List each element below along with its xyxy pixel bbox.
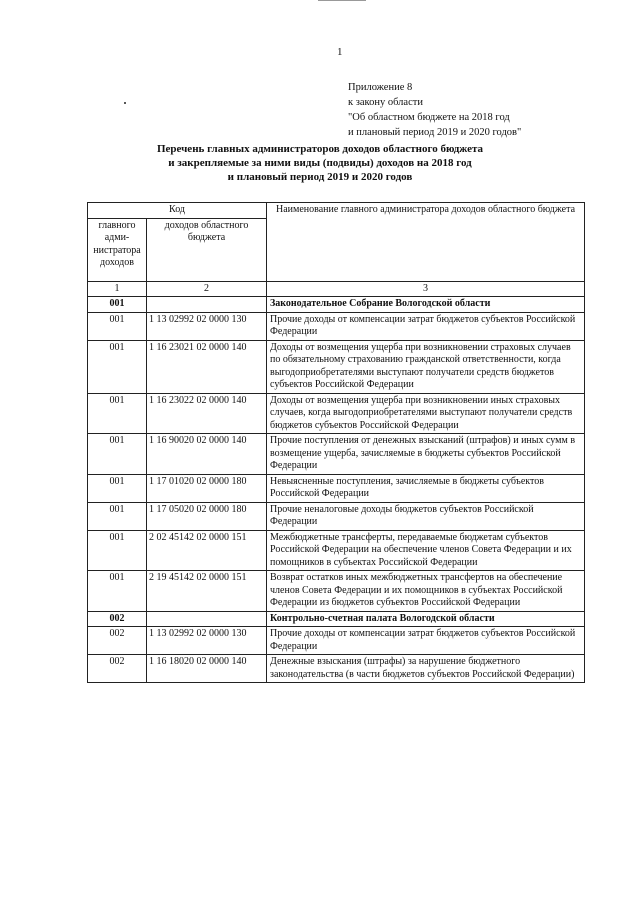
admin-code-cell: 002 <box>88 611 147 627</box>
admin-code-cell: 001 <box>88 474 147 502</box>
column-number-row <box>88 281 585 297</box>
table-row <box>88 393 585 434</box>
admin-code-cell: 001 <box>88 393 147 434</box>
document-title <box>100 142 540 184</box>
admin-code-cell: 001 <box>88 312 147 340</box>
header-name: Наименование главного администратора доходов областного бюджета <box>267 203 585 282</box>
table-row <box>88 502 585 530</box>
section-row <box>88 297 585 313</box>
table-row <box>88 627 585 655</box>
admin-code-cell: 002 <box>88 655 147 683</box>
revenue-name-cell: Денежные взыскания (штрафы) за нарушение бюджетного законодательства (в части бюджетов субъектов Российской Федерации) <box>267 655 585 683</box>
admin-code-cell: 001 <box>88 297 147 313</box>
revenue-name-cell: Прочие поступления от денежных взысканий (штрафов) и иных сумм в возмещение ущерба, зачисляемые в бюджеты субъектов Российской Федерации <box>267 434 585 475</box>
revenue-code-cell: 1 16 23022 02 0000 140 <box>147 393 267 434</box>
title-line: Перечень главных администраторов доходов областного бюджета <box>156 143 484 155</box>
admin-code-cell: 001 <box>88 530 147 571</box>
table-header-row <box>88 203 585 219</box>
annex-line: "Об областном бюджете на 2018 год <box>348 112 510 123</box>
revenue-code-cell: 1 17 05020 02 0000 180 <box>147 502 267 530</box>
revenue-name-cell: Прочие неналоговые доходы бюджетов субъектов Российской Федерации <box>267 502 585 530</box>
annex-line: к закону области <box>348 97 423 108</box>
title-line: и закрепляемые за ними виды (подвиды) доходов на 2018 год <box>168 157 472 169</box>
column-number: 1 <box>88 281 147 297</box>
revenue-code-cell: 1 16 90020 02 0000 140 <box>147 434 267 475</box>
revenue-name-cell: Контрольно-счетная палата Вологодской области <box>267 611 585 627</box>
revenue-name-cell: Межбюджетные трансферты, передаваемые бюджетам субъектов Российской Федерации на обеспечение членов Совета Федерации и их помощников в субъектах Российской Федерации <box>267 530 585 571</box>
annex-line: и плановый период 2019 и 2020 годов" <box>348 127 522 138</box>
table-row <box>88 340 585 393</box>
revenue-code-cell <box>147 297 267 313</box>
annex-block <box>348 80 521 140</box>
revenue-code-cell <box>147 611 267 627</box>
admin-code-cell: 001 <box>88 340 147 393</box>
revenue-table <box>87 202 585 683</box>
revenue-code-cell: 1 17 01020 02 0000 180 <box>147 474 267 502</box>
table-row <box>88 530 585 571</box>
revenue-name-cell: Прочие доходы от компенсации затрат бюджетов субъектов Российской Федерации <box>267 627 585 655</box>
column-number: 3 <box>267 281 585 297</box>
scan-dot <box>124 102 126 104</box>
page-number: 1 <box>337 46 343 58</box>
revenue-name-cell: Законодательное Собрание Вологодской области <box>267 297 585 313</box>
admin-code-cell: 001 <box>88 434 147 475</box>
revenue-name-cell: Прочие доходы от компенсации затрат бюджетов субъектов Российской Федерации <box>267 312 585 340</box>
revenue-code-cell: 1 16 18020 02 0000 140 <box>147 655 267 683</box>
header-revenue-code: доходов областного бюджета <box>147 218 267 281</box>
revenue-name-cell: Невыясненные поступления, зачисляемые в бюджеты субъектов Российской Федерации <box>267 474 585 502</box>
admin-code-cell: 002 <box>88 627 147 655</box>
revenue-name-cell: Возврат остатков иных межбюджетных трансфертов на обеспечение членов Совета Федерации и их помощников в субъектах Российской Федерации из бюджетов субъектов Российской Федерации <box>267 571 585 612</box>
table-row <box>88 312 585 340</box>
admin-code-cell: 001 <box>88 571 147 612</box>
admin-code-cell: 001 <box>88 502 147 530</box>
revenue-code-cell: 1 16 23021 02 0000 140 <box>147 340 267 393</box>
scan-mark <box>318 0 366 1</box>
revenue-code-cell: 2 19 45142 02 0000 151 <box>147 571 267 612</box>
header-admin: главного адми-нистратора доходов <box>88 218 147 281</box>
table-row <box>88 434 585 475</box>
table-row <box>88 571 585 612</box>
revenue-code-cell: 2 02 45142 02 0000 151 <box>147 530 267 571</box>
table-row <box>88 655 585 683</box>
revenue-code-cell: 1 13 02992 02 0000 130 <box>147 312 267 340</box>
revenue-name-cell: Доходы от возмещения ущерба при возникновении иных страховых случаев, когда выгодоприобретателями выступают получатели средств бюджетов субъектов Российской Федерации <box>267 393 585 434</box>
header-code: Код <box>88 203 267 219</box>
table-row <box>88 474 585 502</box>
revenue-name-cell: Доходы от возмещения ущерба при возникновении страховых случаев по обязательному страхованию гражданской ответственности, когда выгодоприобретателями выступают получатели средств бюджетов субъектов Российской Федерации <box>267 340 585 393</box>
revenue-code-cell: 1 13 02992 02 0000 130 <box>147 627 267 655</box>
section-row <box>88 611 585 627</box>
column-number: 2 <box>147 281 267 297</box>
title-line: и плановый период 2019 и 2020 годов <box>227 171 413 183</box>
annex-line: Приложение 8 <box>348 82 413 93</box>
